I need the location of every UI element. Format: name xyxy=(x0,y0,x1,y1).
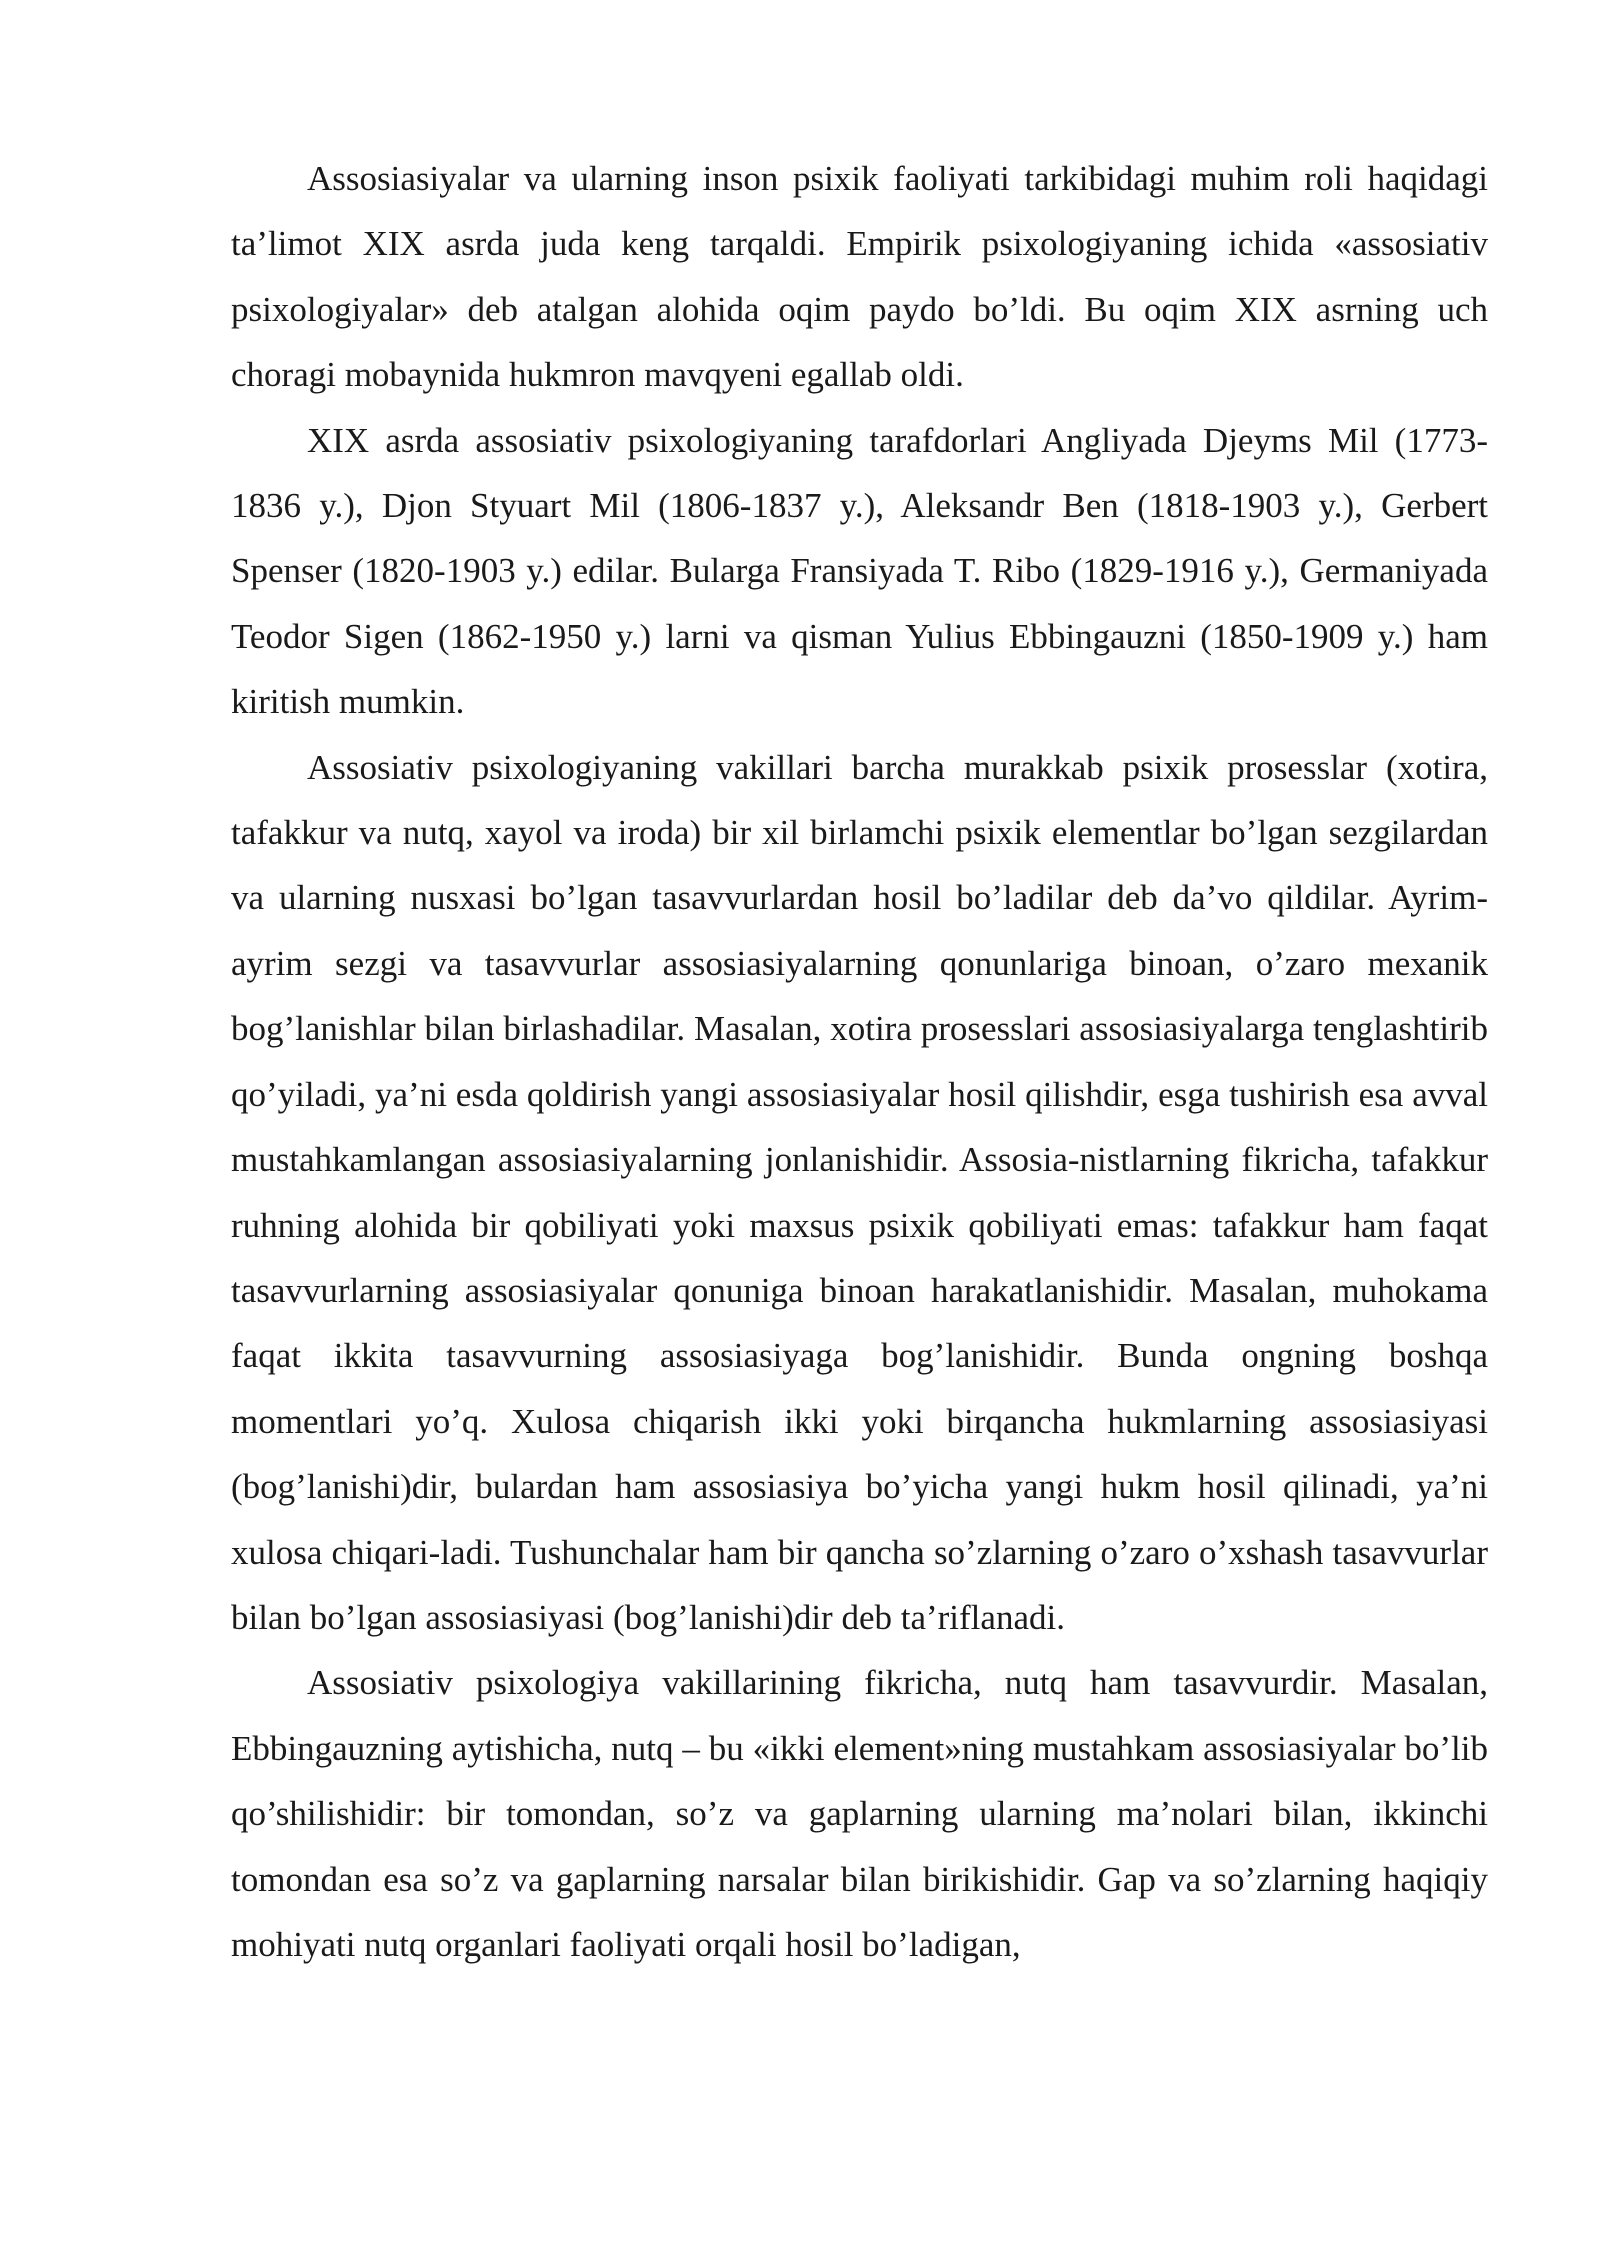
paragraph-associations-doctrine: Assosiasiyalar va ularning inson psixik faoliyati tarkibidagi muhim roli haqidagi ta’limot XIX asrda juda keng tarqaldi. Empirik psixologiyaning ichida «assosiativ psixologiyalar» deb atalgan alohida oqim paydo bo’ldi. Bu oqim XIX asrning uch choragi mobaynida hukmron mavqyeni egallab oldi. xyxy=(231,159,1488,395)
paragraph-psychic-processes: Assosiativ psixologiyaning vakillari barcha murakkab psixik prosesslar (xotira, tafakkur va nutq, xayol va iroda) bir xil birlamchi psixik elementlar bo’lgan sezgilardan va ularning nusxasi bo’lgan tasavvurlardan hosil bo’ladilar deb da’vo qildilar. Ayrim-ayrim sezgi va tasavvurlar assosiasiyalarning qonunlariga binoan, o’zaro mexanik bog’lanishlar bilan birlashadilar. Masalan, xotira prosesslari assosiasiyalarga tenglashtirib qo’yiladi, ya’ni esda qoldirish yangi assosiasiyalar hosil qilishdir, esga tushirish esa avval mustahkamlangan assosiasiyalarning jonlanishidir. Assosia-nistlarning fikricha, tafakkur ruhning alohida bir qobiliyati yoki maxsus psixik qobiliyati emas: tafakkur ham faqat tasavvurlarning assosiasiyalar qonuniga binoan harakatlanishidir. Masalan, muhokama faqat ikkita tasavvurning assosiasiyaga bog’lanishidir. Bunda ongning boshqa momentlari yo’q. Xulosa chiqarish ikki yoki birqancha hukmlarning assosiasiyasi (bog’lanishi)dir, bulardan ham assosiasiya bo’yicha yangi hukm hosil qilinadi, ya’ni xulosa chiqari-ladi. Tushunchalar ham bir qancha so’zlarning o’zaro o’xshash tasavvurlar bilan bo’lgan assosiasiyasi (bog’lanishi)dir deb ta’riflanadi. xyxy=(231,747,1488,1637)
body-text xyxy=(231,146,1488,1977)
paragraph-speech-as-representation: Assosiativ psixologiya vakillarining fikricha, nutq ham tasavvurdir. Masalan, Ebbingauzning aytishicha, nutq – bu «ikki element»ning mustahkam assosiasiyalar bo’lib qo’shilishidir: bir tomondan, so’z va gaplarning ularning ma’nolari bilan, ikkinchi tomondan esa so’z va gaplarning narsalar bilan birikishidir. Gap va so’zlarning haqiqiy mohiyati nutq organlari faoliyati orqali hosil bo’ladigan, xyxy=(231,1663,1488,1964)
paragraph-associative-supporters: XIX asrda assosiativ psixologiyaning tarafdorlari Angliyada Djeyms Mil (1773-1836 y.), Djon Styuart Mil (1806-1837 y.), Aleksandr Ben (1818-1903 y.), Gerbert Spenser (1820-1903 y.) edilar. Bularga Fransiyada T. Ribo (1829-1916 y.), Germaniyada Teodor Sigen (1862-1950 y.) larni va qisman Yulius Ebbingauzni (1850-1909 y.) ham kiritish mumkin. xyxy=(231,420,1488,722)
